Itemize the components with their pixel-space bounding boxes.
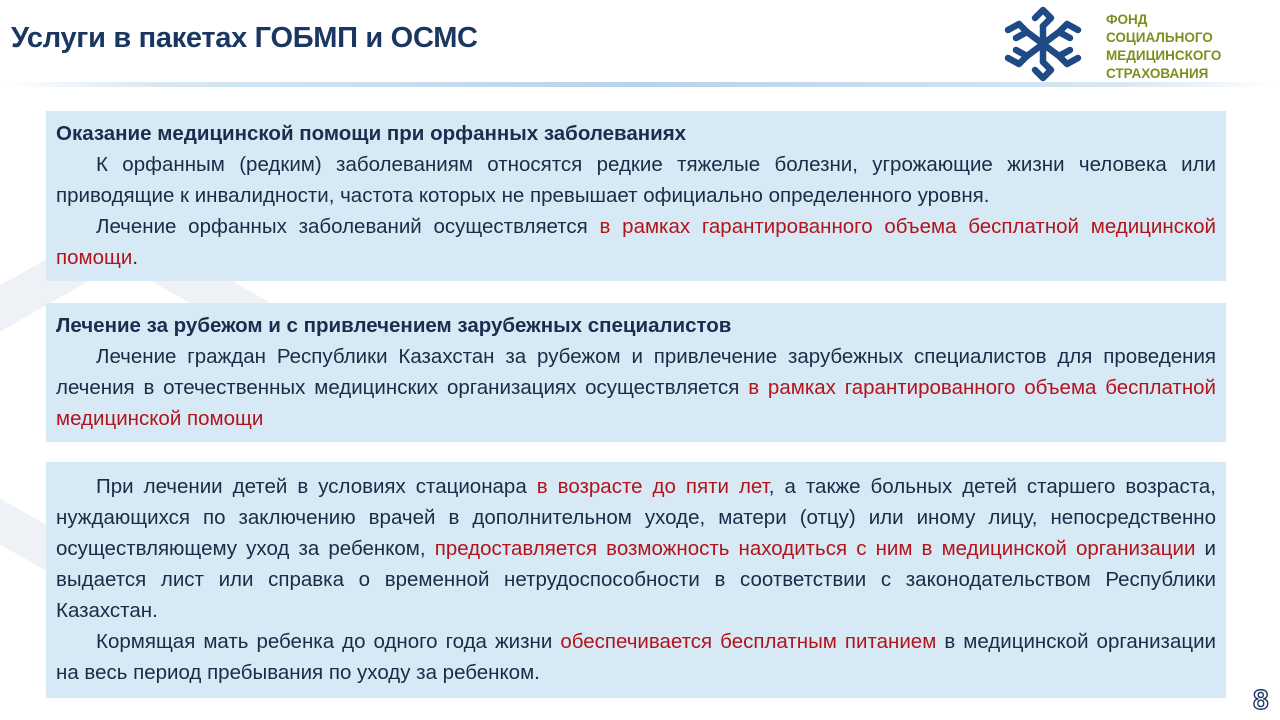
card-heading: Оказание медицинской помощи при орфанных заболеваниях [56, 122, 687, 145]
paragraph-text: Лечение граждан Республики Казахстан за рубежом и привлечение зарубежных специалистов для проведения лечения в отечественных медицинских организациях осуществляется [56, 345, 1216, 399]
paragraph-text: . [132, 246, 139, 269]
highlighted-text: в возрасте до пяти лет [536, 475, 769, 498]
child-care-card [46, 462, 1226, 698]
paragraph-text: Кормящая мать ребенка до одного года жизни [96, 630, 561, 653]
card-paragraph [56, 341, 1216, 434]
paragraph-text: и выдается лист или справка о временной нетрудоспособности в соответствии с законодательством Республики Казахстан. [56, 537, 1216, 622]
paragraph-text: При лечении детей в условиях стационара [96, 475, 537, 498]
paragraph-text: Лечение орфанных заболеваний осуществляется [96, 215, 600, 238]
fund-logo-icon [1000, 4, 1086, 84]
highlighted-text: предоставляется возможность находиться с ним в медицинской организации [434, 537, 1196, 560]
highlighted-text: обеспечивается бесплатным питанием [560, 630, 937, 653]
logo-line: ФОНД [1106, 12, 1148, 27]
card-heading: Лечение за рубежом и с привлечением зарубежных специалистов [56, 314, 732, 337]
orphan-diseases-card [46, 111, 1226, 281]
slide-header [0, 0, 1280, 92]
logo-line: СОЦИАЛЬНОГО [1106, 30, 1213, 45]
fund-logo-text [1106, 11, 1221, 83]
paragraph-text: К орфанным (редким) заболеваниям относятся редкие тяжелые болезни, угрожающие жизни человека или приводящие к инвалидности, частота которых не превышает официально определенного уровня. [56, 153, 1216, 207]
header-divider [0, 82, 1280, 87]
card-paragraph [56, 149, 1216, 211]
page-number: 8 [1253, 684, 1269, 715]
card-paragraph [56, 626, 1216, 688]
page-title: Услуги в пакетах ГОБМП и ОСМС [11, 22, 478, 54]
highlighted-text: в рамках гарантированного объема бесплатной медицинской помощи [56, 376, 1216, 430]
paragraph-text: в медицинской организации на весь период пребывания по уходу за ребенком. [56, 630, 1217, 684]
card-paragraph [56, 471, 1216, 626]
card-paragraph [56, 211, 1216, 273]
highlighted-text: в рамках гарантированного объема бесплатной медицинской помощи [56, 215, 1216, 269]
logo-line: СТРАХОВАНИЯ [1106, 66, 1209, 81]
logo-line: МЕДИЦИНСКОГО [1106, 48, 1222, 63]
treatment-abroad-card [46, 303, 1226, 442]
paragraph-text: , а также больных детей старшего возраста, нуждающихся по заключению врачей в дополнительном уходе, матери (отцу) или иному лицу, непосредственно осуществляющему уход за ребенком, [56, 475, 1216, 560]
